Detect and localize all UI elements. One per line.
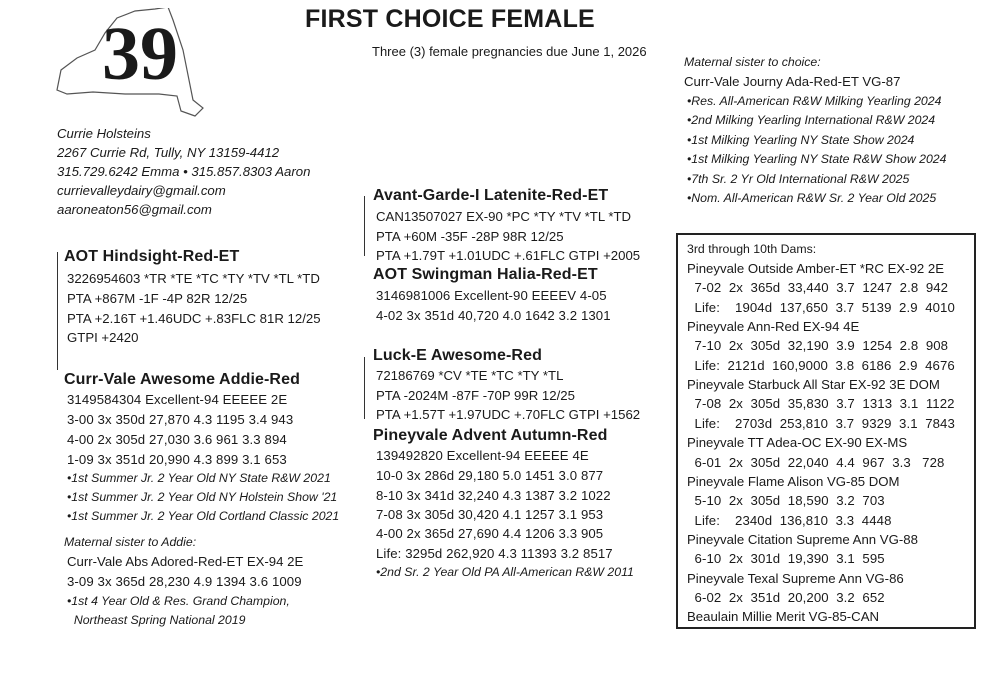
second-dam-name: Pineyvale Advent Autumn-Red — [373, 427, 608, 444]
sire-dam-record: 4-02 3x 351d 40,720 4.0 1642 3.2 1301 — [376, 308, 611, 323]
dam-entry-name: Pineyvale Flame Alison VG-85 DOM — [687, 474, 900, 489]
second-dam-record: 10-0 3x 286d 29,180 5.0 1451 3.0 877 — [376, 468, 604, 483]
pedigree-bracket — [364, 357, 365, 419]
second-dam-record: 7-08 3x 305d 30,420 4.1 1257 3.1 953 — [376, 507, 604, 522]
dam-sire-line: PTA -2024M -87F -70P 99R 12/25 — [376, 388, 575, 403]
dam-record: 3-00 3x 350d 27,870 4.3 1195 3.4 943 — [67, 412, 294, 427]
dam-entry-name: Pineyvale Outside Amber-ET *RC EX-92 2E — [687, 261, 945, 276]
dam-entry-name: Pineyvale Starbuck All Star EX-92 3E DOM — [687, 377, 940, 392]
consignor-email: currievalleydairy@gmail.com — [57, 183, 226, 198]
dam-record: 1-09 3x 351d 20,990 4.3 899 3.1 653 — [67, 452, 287, 467]
dam-entry-name: Pineyvale TT Adea-OC EX-90 EX-MS — [687, 435, 908, 450]
second-dam-record: 8-10 3x 341d 32,240 4.3 1387 3.2 1022 — [376, 488, 611, 503]
second-dam-record: 4-00 2x 365d 27,690 4.4 1206 3.3 905 — [376, 526, 604, 541]
sire-name: AOT Hindsight-Red-ET — [64, 248, 240, 265]
consignor-line: Currie Holsteins — [57, 126, 151, 141]
sire-line: PTA +867M -1F -4P 82R 12/25 — [67, 291, 248, 306]
dam-entry-lifetime: Life: 1904d 137,650 3.7 5139 2.9 4010 — [687, 300, 955, 315]
dam-sister-heading: Maternal sister to Addie: — [64, 535, 197, 549]
dam-entry-lifetime: Life: 2703d 253,810 3.7 9329 3.1 7843 — [687, 416, 955, 431]
dam-sire-line: PTA +1.57T +1.97UDC +.70FLC GTPI +1562 — [376, 407, 641, 422]
dam-sister-record: 3-09 3x 365d 28,230 4.9 1394 3.6 1009 — [67, 574, 302, 589]
consignor-line: 2267 Currie Rd, Tully, NY 13159-4412 — [57, 145, 280, 160]
sire-of-sire-line: CAN13507027 EX-90 *PC *TY *TV *TL *TD — [376, 209, 632, 224]
dam-entry-lifetime: Life: 2121d 160,9000 3.8 6186 2.9 4676 — [687, 358, 955, 373]
extended-dams-box — [676, 233, 976, 629]
dam-entry-name: Pineyvale Texal Supreme Ann VG-86 — [687, 571, 904, 586]
lot-number: 39 — [102, 12, 178, 96]
dam-entry-record: 5-10 2x 305d 18,590 3.2 703 — [687, 493, 885, 508]
second-dam-award: •2nd Sr. 2 Year Old PA All-American R&W 2011 — [376, 565, 634, 579]
dam-entry-record: 7-02 2x 365d 33,440 3.7 1247 2.8 942 — [687, 280, 949, 295]
dam-entry-record: 7-08 2x 305d 35,830 3.7 1313 3.1 1122 — [687, 396, 955, 411]
page-subtitle: Three (3) female pregnancies due June 1, 2026 — [372, 44, 647, 59]
choice-sister-award: •1st Milking Yearling NY State Show 2024 — [687, 133, 915, 147]
consignor-line: 315.729.6242 Emma • 315.857.8303 Aaron — [57, 164, 311, 179]
consignor-email: aaroneaton56@gmail.com — [57, 202, 212, 217]
extended-dams-heading: 3rd through 10th Dams: — [687, 242, 817, 256]
sire-line: GTPI +2420 — [67, 330, 139, 345]
dam-sister-award: Northeast Spring National 2019 — [67, 613, 246, 627]
choice-sister-award: •2nd Milking Yearling International R&W 2024 — [687, 113, 936, 127]
dam-award: •1st Summer Jr. 2 Year Old Cortland Classic 2021 — [67, 509, 340, 523]
dam-entry-name: Beaulain Millie Merit VG-85-CAN — [687, 609, 880, 624]
dam-line: 3149584304 Excellent-94 EEEEE 2E — [67, 392, 288, 407]
choice-sister-name: Curr-Vale Journy Ada-Red-ET VG-87 — [684, 74, 901, 89]
sire-of-sire-name: Avant-Garde-I Latenite-Red-ET — [373, 187, 609, 204]
dam-sire-name: Luck-E Awesome-Red — [373, 347, 542, 364]
pedigree-bracket — [57, 252, 58, 370]
sire-dam-name: AOT Swingman Halia-Red-ET — [373, 266, 598, 283]
dam-entry-name: Pineyvale Ann-Red EX-94 4E — [687, 319, 860, 334]
dam-award: •1st Summer Jr. 2 Year Old NY Holstein Show '21 — [67, 490, 338, 504]
dam-sire-line: 72186769 *CV *TE *TC *TY *TL — [376, 368, 564, 383]
second-dam-line: 139492820 Excellent-94 EEEEE 4E — [376, 448, 589, 463]
pedigree-bracket — [364, 196, 365, 256]
sire-line: PTA +2.16T +1.46UDC +.83FLC 81R 12/25 — [67, 311, 321, 326]
second-dam-lifetime: Life: 3295d 262,920 4.3 11393 3.2 8517 — [376, 546, 613, 561]
choice-sister-award: •Nom. All-American R&W Sr. 2 Year Old 2025 — [687, 191, 937, 205]
choice-sister-award: •Res. All-American R&W Milking Yearling 2024 — [687, 94, 942, 108]
sire-line: 3226954603 *TR *TE *TC *TY *TV *TL *TD — [67, 271, 320, 286]
dam-record: 4-00 2x 305d 27,030 3.6 961 3.3 894 — [67, 432, 287, 447]
sire-of-sire-line: PTA +60M -35F -28P 98R 12/25 — [376, 229, 564, 244]
choice-sister-heading: Maternal sister to choice: — [684, 55, 821, 69]
dam-award: •1st Summer Jr. 2 Year Old NY State R&W 2021 — [67, 471, 331, 485]
dam-name: Curr-Vale Awesome Addie-Red — [64, 371, 300, 388]
sire-of-sire-line: PTA +1.79T +1.01UDC +.61FLC GTPI +2005 — [376, 248, 641, 263]
dam-sister-name: Curr-Vale Abs Adored-Red-ET EX-94 2E — [67, 554, 304, 569]
choice-sister-award: •1st Milking Yearling NY State R&W Show 2024 — [687, 152, 947, 166]
page-title: FIRST CHOICE FEMALE — [305, 5, 595, 33]
dam-entry-lifetime: Life: 2340d 136,810 3.3 4448 — [687, 513, 892, 528]
choice-sister-award: •7th Sr. 2 Yr Old International R&W 2025 — [687, 172, 910, 186]
sire-dam-line: 3146981006 Excellent-90 EEEEV 4-05 — [376, 288, 607, 303]
dam-sister-award: •1st 4 Year Old & Res. Grand Champion, — [67, 594, 290, 608]
dam-entry-record: 7-10 2x 305d 32,190 3.9 1254 2.8 908 — [687, 338, 949, 353]
dam-entry-record: 6-01 2x 305d 22,040 4.4 967 3.3 728 — [687, 455, 945, 470]
dam-entry-name: Pineyvale Citation Supreme Ann VG-88 — [687, 532, 918, 547]
dam-entry-record: 6-10 2x 301d 19,390 3.1 595 — [687, 551, 885, 566]
dam-entry-record: 6-02 2x 351d 20,200 3.2 652 — [687, 590, 885, 605]
